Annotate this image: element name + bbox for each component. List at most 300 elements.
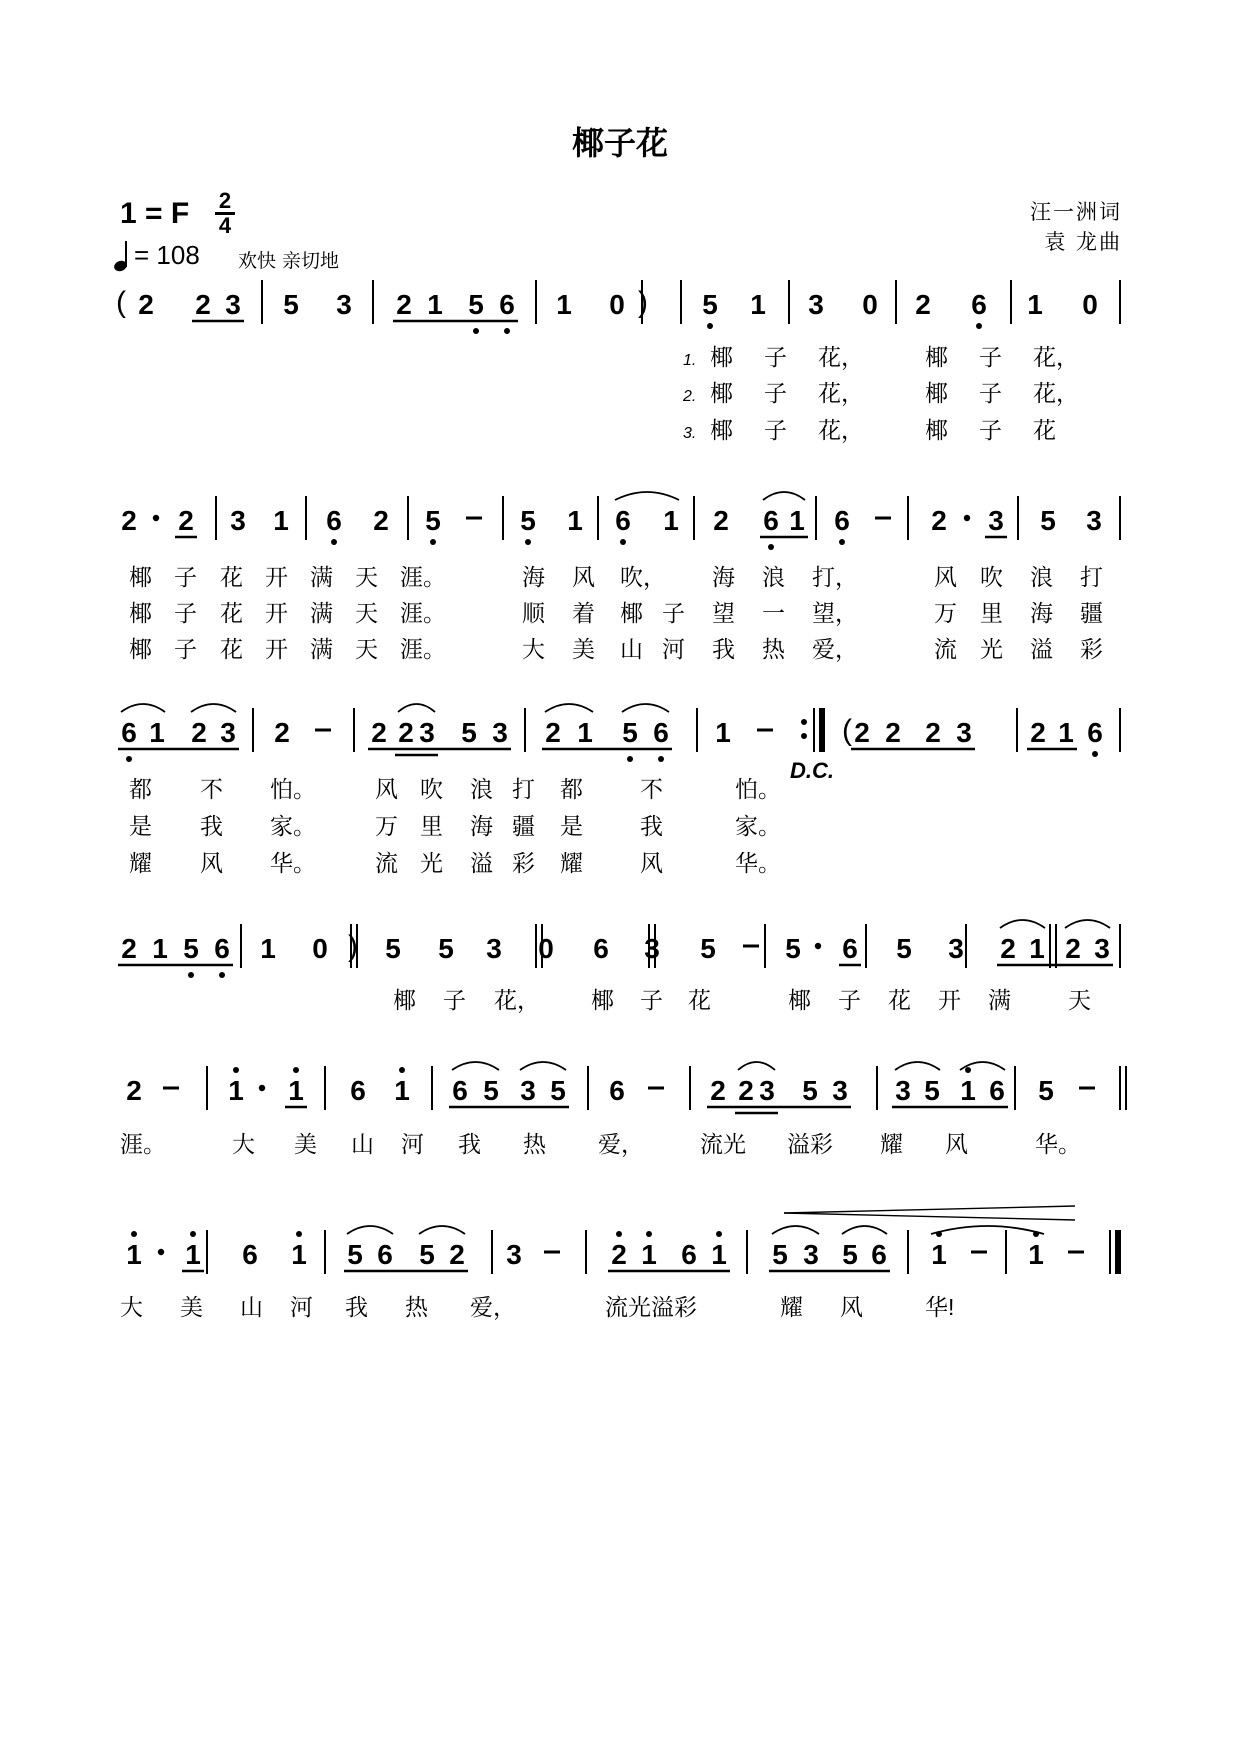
note: 6	[326, 505, 342, 536]
note: 3	[492, 717, 508, 748]
octave-dot-high	[296, 1231, 302, 1237]
note: 3	[1086, 505, 1102, 536]
note: 5	[700, 933, 716, 964]
note: 1	[711, 1239, 727, 1270]
lyric-syllable: 开	[265, 600, 288, 626]
lyric-syllable: 里	[420, 813, 443, 839]
lyric-syllable: 彩	[1080, 636, 1103, 662]
note: 5	[347, 1239, 363, 1270]
note: 1	[185, 1239, 201, 1270]
parenthesis: (	[842, 714, 852, 747]
slur	[842, 1226, 887, 1234]
time-signature-bottom: 4	[218, 213, 232, 238]
lyric-syllable: 风	[640, 850, 663, 876]
note: 2	[713, 505, 729, 536]
note: 1	[126, 1239, 142, 1270]
note: 2	[545, 717, 561, 748]
octave-dot-low	[188, 972, 194, 978]
lyric-syllable: 山	[620, 636, 643, 662]
octave-dot-high	[131, 1231, 137, 1237]
slur	[520, 1062, 566, 1070]
octave-dot-low	[331, 539, 337, 545]
lyric-syllable: 万	[934, 600, 957, 626]
note: 0	[312, 933, 328, 964]
dc-mark: D.C.	[790, 758, 834, 783]
lyric-syllable: 我	[200, 813, 223, 839]
dot-augmentation	[964, 515, 970, 521]
note: 5	[385, 933, 401, 964]
octave-dot-low	[768, 544, 774, 550]
note: 3	[988, 505, 1004, 536]
lyric-syllable: 子	[764, 380, 787, 406]
octave-dot-low	[219, 972, 225, 978]
note: 3	[419, 717, 435, 748]
lyric-syllable: 我	[345, 1294, 368, 1320]
lyric-syllable: 不	[640, 776, 663, 802]
lyric-syllable: 大	[232, 1131, 255, 1157]
note: 5	[1038, 1075, 1054, 1106]
note: 6	[971, 289, 987, 320]
lyric-syllable: 耀	[880, 1131, 903, 1157]
note: 1	[567, 505, 583, 536]
octave-dot-high	[616, 1231, 622, 1237]
note: 3	[948, 933, 964, 964]
lyric-syllable: 子	[838, 987, 861, 1013]
lyric-syllable: 打，	[812, 564, 858, 590]
lyric-syllable: 满	[310, 564, 333, 590]
note: 2	[885, 717, 901, 748]
lyric-syllable: 风	[375, 776, 398, 802]
note: 1	[577, 717, 593, 748]
lyric-syllable: 椰	[925, 380, 948, 406]
note: 5	[419, 1239, 435, 1270]
note: 3	[832, 1075, 848, 1106]
lyric-syllable: 华。	[270, 850, 316, 876]
lyric-syllable: 花，	[818, 344, 864, 370]
lyric-syllable: 望	[712, 600, 735, 626]
lyric-syllable: 家。	[270, 813, 316, 839]
note: 2	[195, 289, 211, 320]
note: 1	[394, 1075, 410, 1106]
lyric-syllable: 热	[405, 1294, 428, 1320]
slur	[622, 704, 669, 712]
lyric-syllable: 椰	[788, 987, 811, 1013]
lyric-syllable: 椰	[129, 600, 152, 626]
note: 0	[538, 933, 554, 964]
repeat-dot	[801, 733, 807, 739]
note: 1	[228, 1075, 244, 1106]
lyric-syllable: 打	[1080, 564, 1103, 590]
lyric-syllable: 河	[290, 1294, 313, 1320]
lyric-syllable: 天	[355, 564, 378, 590]
note: 5	[896, 933, 912, 964]
note: 1	[1028, 1239, 1044, 1270]
octave-dot-high	[965, 1067, 971, 1073]
note: 2	[710, 1075, 726, 1106]
note: 5	[520, 505, 536, 536]
note: 5	[468, 289, 484, 320]
note: 2	[396, 289, 412, 320]
tempo-value: = 108	[134, 240, 200, 270]
lyric-syllable: 美	[180, 1294, 203, 1320]
lyric-syllable: 子	[979, 380, 1002, 406]
lyric-syllable: 天	[1068, 987, 1091, 1013]
lyric-syllable: 一	[762, 600, 785, 626]
repeat-dot	[801, 719, 807, 725]
lyric-syllable: 着	[572, 600, 595, 626]
octave-dot-low	[504, 328, 510, 334]
lyric-syllable: 怕。	[270, 776, 316, 802]
lyric-syllable: 都	[560, 776, 583, 802]
octave-dot-low	[1092, 751, 1098, 757]
lyric-syllable: 椰	[393, 987, 416, 1013]
parenthesis: )	[638, 286, 648, 319]
note: 1	[149, 717, 165, 748]
note: 1	[641, 1239, 657, 1270]
note: 3	[220, 717, 236, 748]
verse-number: 3.	[683, 425, 697, 442]
octave-dot-low	[525, 539, 531, 545]
slur	[452, 1062, 499, 1070]
note: 2	[274, 717, 290, 748]
slur	[398, 704, 435, 712]
note: 5	[785, 933, 801, 964]
note: 6	[653, 717, 669, 748]
lyric-syllable: 涯。	[400, 600, 446, 626]
lyric-syllable: 满	[310, 600, 333, 626]
note: 6	[593, 933, 609, 964]
crescendo-hairpin	[784, 1206, 1075, 1213]
note: 6	[214, 933, 230, 964]
note: 2	[138, 289, 154, 320]
lyric-syllable: 爱，	[812, 636, 858, 662]
lyric-syllable: 华!	[925, 1294, 955, 1320]
lyric-syllable: 美	[294, 1131, 317, 1157]
note: 6	[609, 1075, 625, 1106]
octave-dot-low	[620, 539, 626, 545]
lyric-syllable: 流光溢彩	[605, 1294, 697, 1320]
note: 0	[1082, 289, 1098, 320]
lyric-syllable: 子	[979, 344, 1002, 370]
lyric-syllable: 光	[980, 636, 1003, 662]
lyric-syllable: 溢	[470, 850, 493, 876]
lyric-syllable: 海	[712, 564, 735, 590]
note: 5	[772, 1239, 788, 1270]
lyric-syllable: 风	[200, 850, 223, 876]
lyric-syllable: 花	[220, 636, 243, 662]
octave-dot-high	[716, 1231, 722, 1237]
lyric-syllable: 涯。	[400, 636, 446, 662]
note: 2	[1065, 933, 1081, 964]
dot-augmentation	[815, 943, 821, 949]
slur	[347, 1226, 393, 1234]
note: 3	[520, 1075, 536, 1106]
octave-dot-low	[976, 323, 982, 329]
octave-dot-high	[399, 1067, 405, 1073]
note: 5	[702, 289, 718, 320]
slur	[615, 492, 679, 500]
parenthesis: )	[348, 930, 358, 963]
lyric-syllable: 望，	[812, 600, 858, 626]
octave-dot-low	[473, 328, 479, 334]
note: 1	[291, 1239, 307, 1270]
note: 5	[1040, 505, 1056, 536]
note: 6	[615, 505, 631, 536]
lyric-syllable: 吹	[420, 776, 443, 802]
lyric-syllable: 怕。	[735, 776, 781, 802]
note: 2	[1000, 933, 1016, 964]
note: 1	[1027, 289, 1043, 320]
note: 5	[425, 505, 441, 536]
note: 6	[350, 1075, 366, 1106]
lyric-syllable: 花	[220, 564, 243, 590]
note: 6	[871, 1239, 887, 1270]
note: 1	[288, 1075, 304, 1106]
note: 1	[273, 505, 289, 536]
lyric-syllable: 风	[934, 564, 957, 590]
slur	[121, 704, 165, 712]
lyric-syllable: 华。	[1035, 1131, 1081, 1157]
note: 5	[842, 1239, 858, 1270]
lyric-syllable: 我	[712, 636, 735, 662]
lyric-syllable: 涯。	[400, 564, 446, 590]
lyric-syllable: 椰	[129, 564, 152, 590]
lyric-syllable: 风	[945, 1131, 968, 1157]
note: 6	[377, 1239, 393, 1270]
slur	[545, 704, 593, 712]
slur	[1000, 920, 1045, 928]
octave-dot-low	[126, 756, 132, 762]
octave-dot-high	[293, 1067, 299, 1073]
lyric-syllable: 我	[640, 813, 663, 839]
lyric-syllable: 椰	[710, 417, 733, 443]
lyric-syllable: 子	[662, 600, 685, 626]
lyric-syllable: 天	[355, 636, 378, 662]
note: 1	[427, 289, 443, 320]
octave-dot-low	[627, 756, 633, 762]
lyric-syllable: 溢彩	[787, 1131, 833, 1157]
note: 1	[663, 505, 679, 536]
note: 5	[924, 1075, 940, 1106]
note: 3	[808, 289, 824, 320]
note: 0	[609, 289, 625, 320]
lyric-syllable: 花	[220, 600, 243, 626]
note: 2	[1030, 717, 1046, 748]
note: 1	[152, 933, 168, 964]
octave-dot-high	[190, 1231, 196, 1237]
note: 3	[956, 717, 972, 748]
slur	[931, 1226, 1044, 1234]
lyric-syllable: 是	[560, 813, 583, 839]
lyric-syllable: 万	[375, 813, 398, 839]
note: 3	[225, 289, 241, 320]
dot-augmentation	[158, 1249, 164, 1255]
octave-dot-low	[658, 756, 664, 762]
octave-dot-high	[646, 1231, 652, 1237]
expression-marking: 欢快 亲切地	[238, 250, 340, 272]
note: 5	[622, 717, 638, 748]
note: 1	[1029, 933, 1045, 964]
note: 0	[862, 289, 878, 320]
lyric-syllable: 疆	[1080, 600, 1103, 626]
lyric-syllable: 椰	[710, 344, 733, 370]
slur	[419, 1226, 465, 1234]
lyric-syllable: 爱，	[470, 1294, 516, 1320]
lyric-syllable: 浪	[470, 776, 493, 802]
lyric-syllable: 流	[375, 850, 398, 876]
lyric-syllable: 花，	[818, 380, 864, 406]
note: 5	[461, 717, 477, 748]
octave-dot-low	[707, 323, 713, 329]
note: 2	[371, 717, 387, 748]
note: 1	[750, 289, 766, 320]
verse-number: 2.	[683, 388, 697, 405]
note: 1	[931, 1239, 947, 1270]
lyric-syllable: 子	[174, 600, 197, 626]
lyric-syllable: 耀	[129, 850, 152, 876]
lyric-syllable: 花	[688, 987, 711, 1013]
lyric-syllable: 溢	[1030, 636, 1053, 662]
lyric-syllable: 我	[458, 1131, 481, 1157]
lyric-syllable: 椰	[620, 600, 643, 626]
lyric-syllable: 子	[764, 344, 787, 370]
lyric-syllable: 打	[512, 776, 535, 802]
note: 2	[126, 1075, 142, 1106]
lyric-syllable: 浪	[762, 564, 785, 590]
lyric-syllable: 美	[572, 636, 595, 662]
note: 3	[230, 505, 246, 536]
lyric-syllable: 疆	[512, 813, 535, 839]
lyric-syllable: 大	[120, 1294, 143, 1320]
lyric-syllable: 山	[240, 1294, 263, 1320]
lyric-syllable: 爱，	[598, 1131, 644, 1157]
lyric-syllable: 子	[764, 417, 787, 443]
note: 3	[759, 1075, 775, 1106]
note: 2	[121, 933, 137, 964]
note: 2	[738, 1075, 754, 1106]
note: 6	[242, 1239, 258, 1270]
note: 5	[283, 289, 299, 320]
lyric-syllable: 都	[129, 776, 152, 802]
lyric-syllable: 里	[980, 600, 1003, 626]
lyricist-credit: 汪一洲词	[1030, 200, 1122, 224]
lyric-syllable: 开	[265, 564, 288, 590]
lyric-syllable: 吹	[980, 564, 1003, 590]
slur	[191, 704, 236, 712]
note: 5	[550, 1075, 566, 1106]
note: 6	[681, 1239, 697, 1270]
lyric-syllable: 椰	[925, 417, 948, 443]
lyric-syllable: 花	[1033, 417, 1056, 443]
lyric-syllable: 山	[351, 1131, 374, 1157]
slur	[738, 1062, 775, 1070]
note: 1	[960, 1075, 976, 1106]
lyric-syllable: 耀	[560, 850, 583, 876]
note: 1	[1058, 717, 1074, 748]
dot-augmentation	[259, 1085, 265, 1091]
composer-credit: 袁 龙曲	[1044, 230, 1122, 254]
lyric-syllable: 热	[523, 1131, 546, 1157]
lyric-syllable: 天	[355, 600, 378, 626]
dot-augmentation	[153, 515, 159, 521]
song-title: 椰子花	[571, 124, 668, 162]
note: 2	[121, 505, 137, 536]
lyric-syllable: 花，	[494, 987, 540, 1013]
note: 6	[989, 1075, 1005, 1106]
note: 2	[191, 717, 207, 748]
lyric-syllable: 吹，	[620, 564, 666, 590]
note: 2	[178, 505, 194, 536]
note: 6	[763, 505, 779, 536]
note: 2	[449, 1239, 465, 1270]
lyric-syllable: 不	[200, 776, 223, 802]
note: 3	[336, 289, 352, 320]
note: 2	[925, 717, 941, 748]
note: 3	[895, 1075, 911, 1106]
parenthesis: (	[116, 286, 126, 319]
note: 6	[121, 717, 137, 748]
lyric-syllable: 风	[572, 564, 595, 590]
lyric-syllable: 海	[470, 813, 493, 839]
lyric-syllable: 光	[420, 850, 443, 876]
note: 2	[931, 505, 947, 536]
lyric-syllable: 河	[662, 636, 685, 662]
slur	[772, 1226, 819, 1234]
crescendo-hairpin	[784, 1213, 1075, 1220]
lyric-syllable: 开	[938, 987, 961, 1013]
note: 3	[486, 933, 502, 964]
note: 6	[842, 933, 858, 964]
lyric-syllable: 河	[401, 1131, 424, 1157]
note: 2	[398, 717, 414, 748]
lyric-syllable: 满	[988, 987, 1011, 1013]
lyric-syllable: 花，	[1033, 380, 1079, 406]
note: 3	[1094, 933, 1110, 964]
octave-dot-low	[839, 539, 845, 545]
slur	[895, 1062, 940, 1070]
note: 1	[789, 505, 805, 536]
note: 1	[715, 717, 731, 748]
slur	[763, 492, 805, 500]
note: 6	[1087, 717, 1103, 748]
note: 5	[483, 1075, 499, 1106]
lyric-syllable: 华。	[735, 850, 781, 876]
note: 2	[915, 289, 931, 320]
lyric-syllable: 子	[174, 564, 197, 590]
note: 2	[373, 505, 389, 536]
lyric-syllable: 海	[522, 564, 545, 590]
note: 1	[556, 289, 572, 320]
note: 2	[854, 717, 870, 748]
note: 1	[260, 933, 276, 964]
note: 6	[452, 1075, 468, 1106]
lyric-syllable: 椰	[710, 380, 733, 406]
note: 6	[834, 505, 850, 536]
lyric-syllable: 彩	[512, 850, 535, 876]
lyric-syllable: 花，	[818, 417, 864, 443]
time-signature-top: 2	[218, 188, 232, 213]
lyric-syllable: 开	[265, 636, 288, 662]
lyric-syllable: 子	[174, 636, 197, 662]
lyric-syllable: 子	[979, 417, 1002, 443]
octave-dot-high	[233, 1067, 239, 1073]
note: 5	[183, 933, 199, 964]
lyric-syllable: 是	[129, 813, 152, 839]
note: 2	[611, 1239, 627, 1270]
lyric-syllable: 子	[640, 987, 663, 1013]
lyric-syllable: 花	[888, 987, 911, 1013]
note: 6	[499, 289, 515, 320]
